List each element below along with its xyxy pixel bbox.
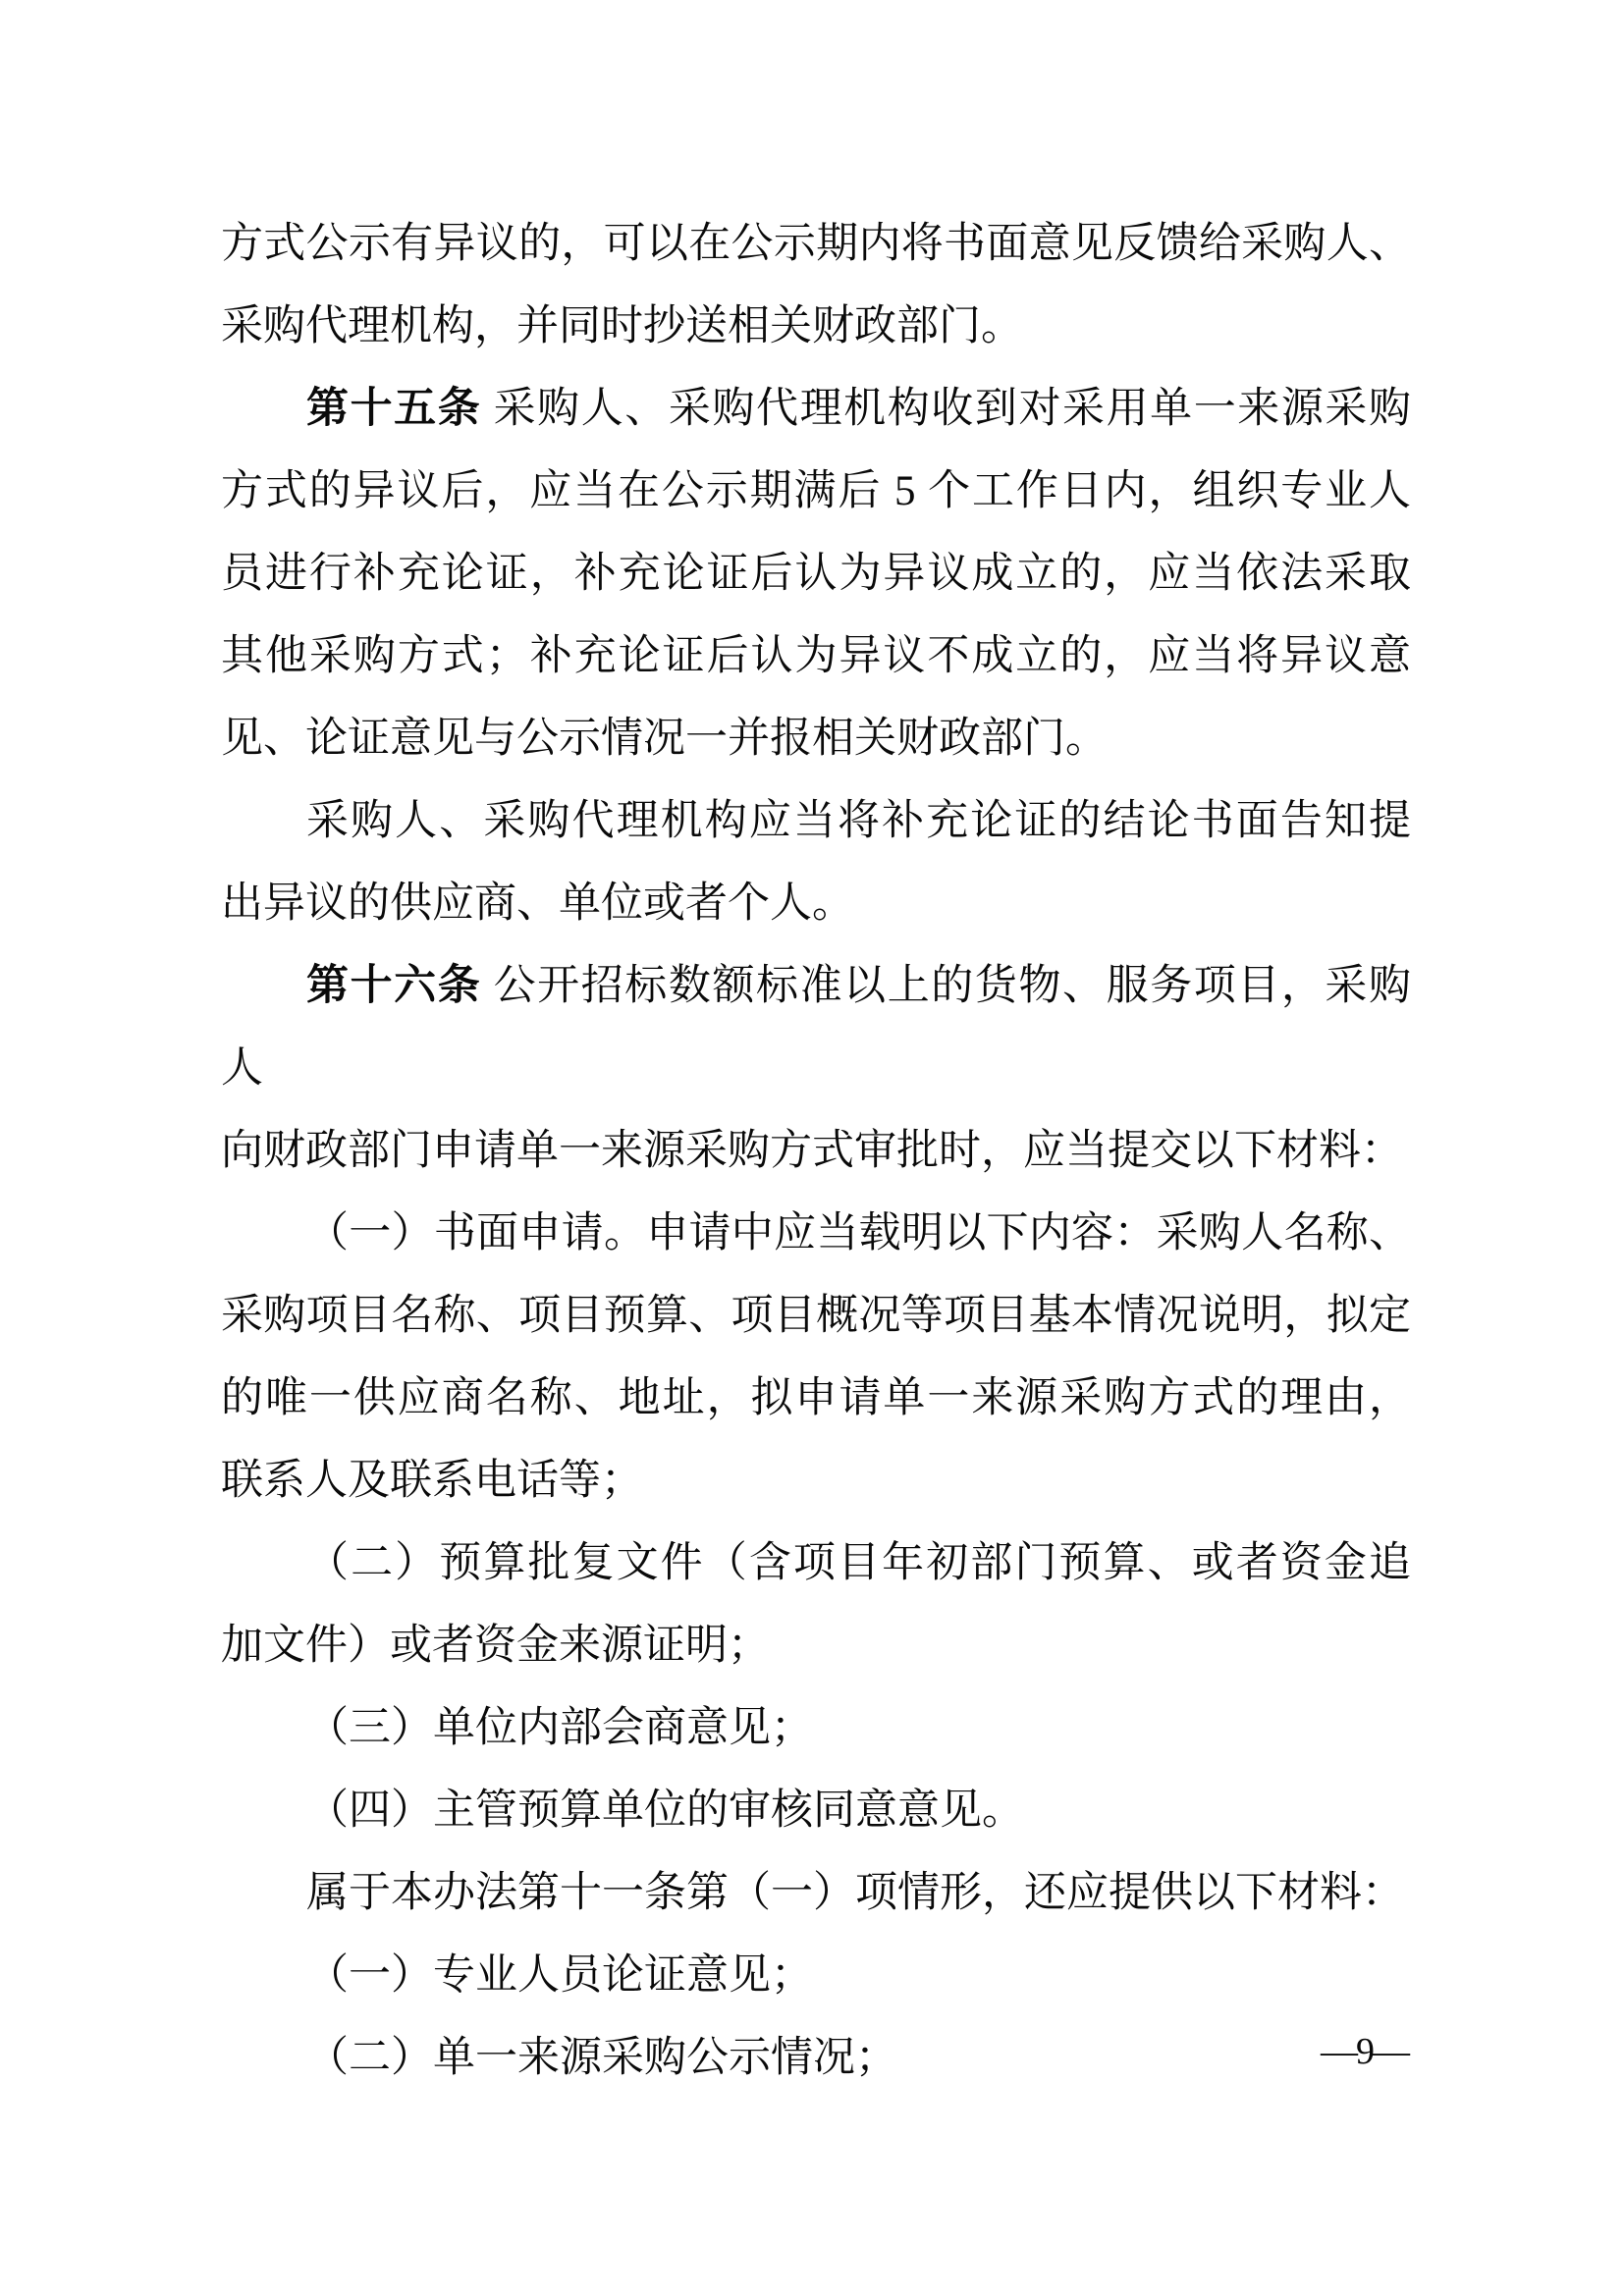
text-line: 加文件）或者资金来源证明； [221, 1623, 770, 1669]
text-line: 第十五条 采购人、采购代理机构收到对采用单一来源采购 [306, 386, 1411, 432]
paragraph [221, 2017, 1411, 2100]
text-line: （二）单一来源采购公示情况； [306, 2035, 897, 2081]
paragraph [221, 945, 1411, 1193]
article-number: 第十六条 [306, 963, 482, 1009]
page-number: —9— [1321, 2031, 1408, 2072]
paragraph [221, 368, 1411, 780]
text-line: 向财政部门申请单一来源采购方式审批时，应当提交以下材料： [221, 1128, 1403, 1174]
text-line: 属于本办法第十一条第（一）项情形，还应提供以下材料： [306, 1870, 1404, 1916]
text-line: 方式公示有异议的，可以在公示期内将书面意见反馈给采购人、 [221, 221, 1411, 267]
text-line: 员进行补充论证，补充论证后认为异议成立的，应当依法采取 [221, 551, 1411, 597]
document-body [221, 203, 1411, 2100]
paragraph [221, 780, 1411, 945]
paragraph [221, 1522, 1411, 1687]
text-line: 采购人、采购代理机构应当将补充论证的结论书面告知提 [306, 798, 1411, 844]
text-line: 其他采购方式；补充论证后认为异议不成立的，应当将异议意 [221, 633, 1411, 679]
text-line: 见、论证意见与公示情况一并报相关财政部门。 [221, 716, 1108, 762]
paragraph [221, 1935, 1411, 2017]
text-line: 第十六条 公开招标数额标准以上的货物、服务项目，采购人 [221, 963, 1411, 1092]
paragraph [221, 1770, 1411, 1852]
text-line: （三）单位内部会商意见； [306, 1705, 813, 1751]
text-line: （一）专业人员论证意见； [306, 1952, 813, 1999]
paragraph [221, 1852, 1411, 1935]
text-line: 联系人及联系电话等； [221, 1458, 643, 1504]
text-line: 方式的异议后，应当在公示期满后 5 个工作日内，组织专业人 [221, 468, 1411, 514]
text-line: （四）主管预算单位的审核同意意见。 [306, 1788, 1024, 1834]
text-line: 采购项目名称、项目预算、项目概况等项目基本情况说明，拟定 [221, 1293, 1411, 1339]
text-line: 的唯一供应商名称、地址，拟申请单一来源采购方式的理由， [221, 1375, 1411, 1421]
text-line: （一）书面申请。申请中应当载明以下内容：采购人名称、 [306, 1210, 1411, 1256]
paragraph [221, 203, 1411, 368]
text-line: 出异议的供应商、单位或者个人。 [221, 881, 854, 927]
text-line: （二）预算批复文件（含项目年初部门预算、或者资金追 [306, 1540, 1411, 1586]
paragraph [221, 1193, 1411, 1522]
text-line: 采购代理机构，并同时抄送相关财政部门。 [221, 303, 1023, 349]
article-number: 第十五条 [306, 386, 482, 432]
paragraph [221, 1687, 1411, 1770]
